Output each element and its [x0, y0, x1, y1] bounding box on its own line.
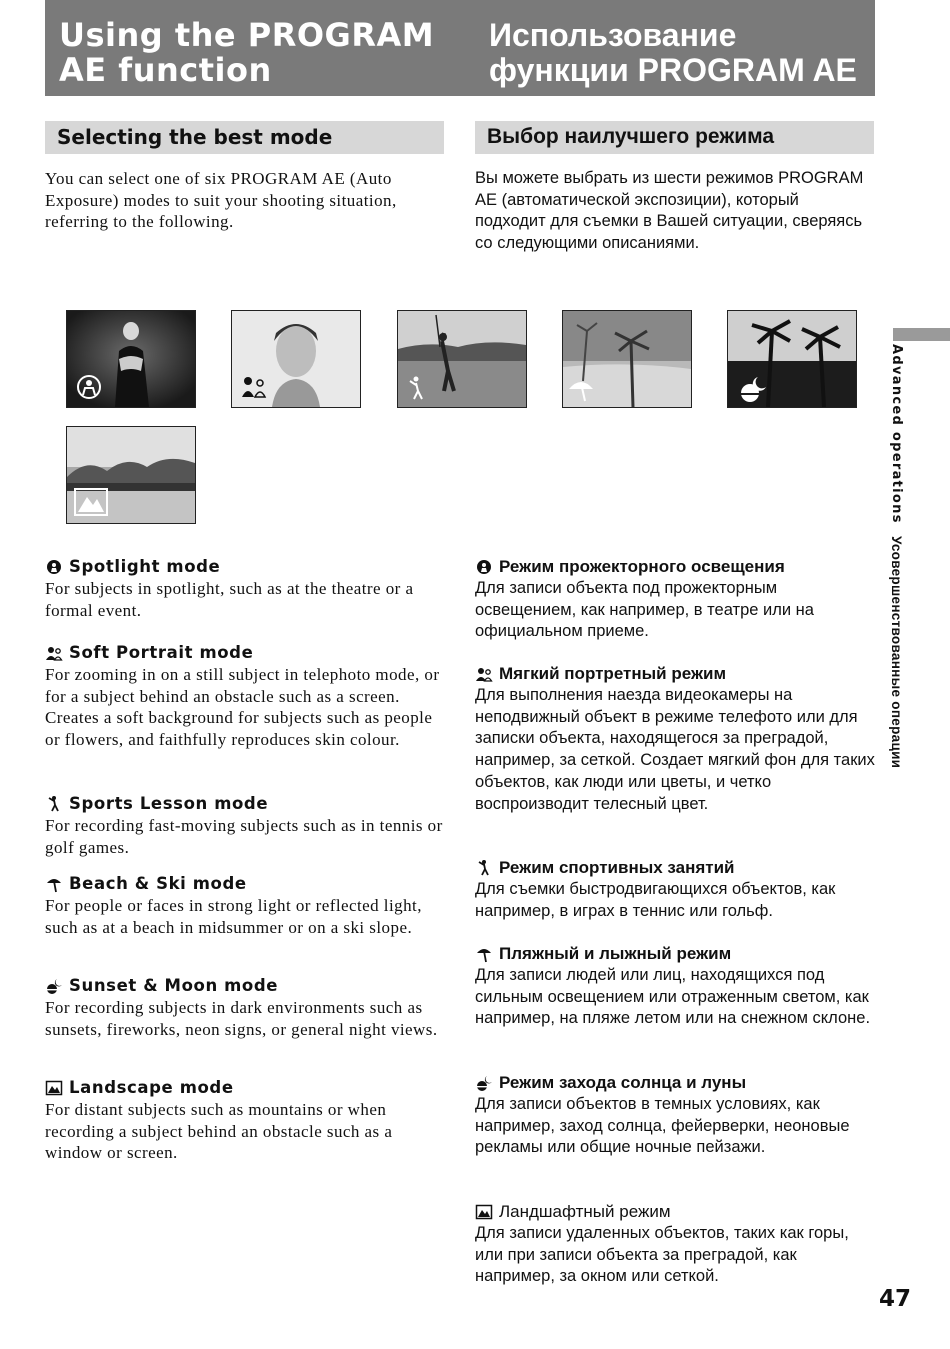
intro-text-en: You can select one of six PROGRAM AE (Auto Exposure) modes to suit your shooting situation, referring to the following. — [45, 169, 397, 232]
mode-description: Для выполнения наезда видеокамеры на неподвижный объект в режиме телефото или для записки объекта, находящегося за преградой, например, за сеткой. Создает мягкий фон для таких объектов, как люди или цветы, и четко воспроизводит телесный цвет. — [475, 686, 875, 813]
mode-block-en-sports-lesson — [45, 793, 445, 858]
side-tab-label-ru: Усовершенствованные операции — [889, 536, 904, 769]
soft-portrait-icon — [45, 644, 63, 662]
sunset-moon-icon — [45, 977, 63, 995]
sunset-moon-icon — [475, 1074, 493, 1092]
mode-block-ru-landscape — [475, 1201, 875, 1288]
mode-description: For people or faces in strong light or reflected light, such as at a beach in midsummer or on a ski slope. — [45, 896, 422, 937]
section-heading-en: Selecting the best mode — [57, 125, 333, 149]
mode-description: Для съемки быстродвигающихся объектов, как например, в играх в теннис или гольф. — [475, 880, 836, 920]
spotlight-photo — [66, 310, 196, 408]
soft-portrait-icon — [475, 665, 493, 683]
mode-description: For recording fast-moving subjects such as in tennis or golf games. — [45, 816, 443, 857]
mode-title: Spotlight mode — [69, 557, 221, 577]
side-tab-bar — [893, 328, 950, 341]
mode-title: Пляжный и лыжный режим — [499, 944, 732, 964]
mode-description: For recording subjects in dark environments such as sunsets, fireworks, neon signs, or general night views. — [45, 998, 438, 1039]
mode-title: Sports Lesson mode — [69, 794, 269, 814]
mode-block-en-soft-portrait — [45, 642, 445, 751]
mode-block-ru-sunset-moon — [475, 1072, 875, 1159]
beach-ski-icon — [45, 875, 63, 893]
mode-description: For zooming in on a still subject in telephoto mode, or for a subject behind an obstacle such as a screen. Creates a soft background for subjects such as people or flowers, and faithfully reproduces skin colour. — [45, 665, 440, 750]
mode-block-en-sunset-moon — [45, 975, 445, 1040]
sports-lesson-icon — [475, 859, 493, 877]
mode-title: Beach & Ski mode — [69, 874, 247, 894]
mode-title: Режим захода солнца и луны — [499, 1073, 747, 1093]
mode-block-ru-spotlight — [475, 556, 875, 643]
landscape-photo — [66, 426, 196, 524]
mode-title: Ландшафтный режим — [499, 1202, 671, 1222]
mode-description: Для записи объектов в темных условиях, как например, заход солнца, фейерверки, неоновые рекламы или общие ночные пейзажи. — [475, 1095, 850, 1157]
mode-title: Landscape mode — [69, 1078, 234, 1098]
spotlight-icon — [475, 558, 493, 576]
landscape-icon — [45, 1079, 63, 1097]
mode-title: Мягкий портретный режим — [499, 664, 727, 684]
section-heading-ru: Выбор наилучшего режима — [487, 125, 775, 148]
beach-ski-photo — [562, 310, 692, 408]
mode-block-ru-soft-portrait — [475, 663, 875, 815]
intro-text-ru: Вы можете выбрать из шести режимов PROGRAM AE (автоматической экспозиции), который подходит для съемки в Вашей ситуации, сверяясь со следующими описаниями. — [475, 169, 864, 253]
mode-description: Для записи объекта под прожекторным освещением, как например, в театре или на официальном приеме. — [475, 579, 814, 641]
mode-title: Sunset & Moon mode — [69, 976, 279, 996]
beach-ski-icon — [475, 945, 493, 963]
mode-description: Для записи людей или лиц, находящихся под сильным освещением или отраженным светом, как например, на пляже летом или на снежном склоне. — [475, 966, 871, 1028]
mode-block-ru-beach-ski — [475, 943, 875, 1030]
section-heading-en-bar — [45, 121, 444, 154]
mode-title: Режим спортивных занятий — [499, 858, 735, 878]
mode-block-en-landscape — [45, 1077, 445, 1164]
mode-title: Soft Portrait mode — [69, 643, 254, 663]
section-heading-ru-bar — [475, 121, 874, 154]
spotlight-icon — [45, 558, 63, 576]
soft-portrait-photo — [231, 310, 361, 408]
sports-lesson-photo — [397, 310, 527, 408]
mode-description: For distant subjects such as mountains or when recording a subject behind an obstacle such as a window or screen. — [45, 1100, 393, 1163]
mode-title: Режим прожекторного освещения — [499, 557, 785, 577]
landscape-icon — [475, 1203, 493, 1221]
page-title-ru: Использование функции PROGRAM AE — [489, 17, 857, 88]
sunset-moon-photo — [727, 310, 857, 408]
page-number: 47 — [879, 1286, 912, 1312]
side-tab-label-en: Advanced operations — [889, 344, 904, 524]
mode-block-ru-sports-lesson — [475, 857, 875, 922]
sports-lesson-icon — [45, 795, 63, 813]
mode-block-en-spotlight — [45, 556, 445, 621]
mode-description: For subjects in spotlight, such as at the theatre or a formal event. — [45, 579, 414, 620]
mode-block-en-beach-ski — [45, 873, 445, 938]
page-title-en: Using the PROGRAM AE function — [59, 16, 435, 89]
mode-description: Для записи удаленных объектов, таких как горы, или при записи объекта за преградой, как например, за окном или сеткой. — [475, 1224, 849, 1286]
